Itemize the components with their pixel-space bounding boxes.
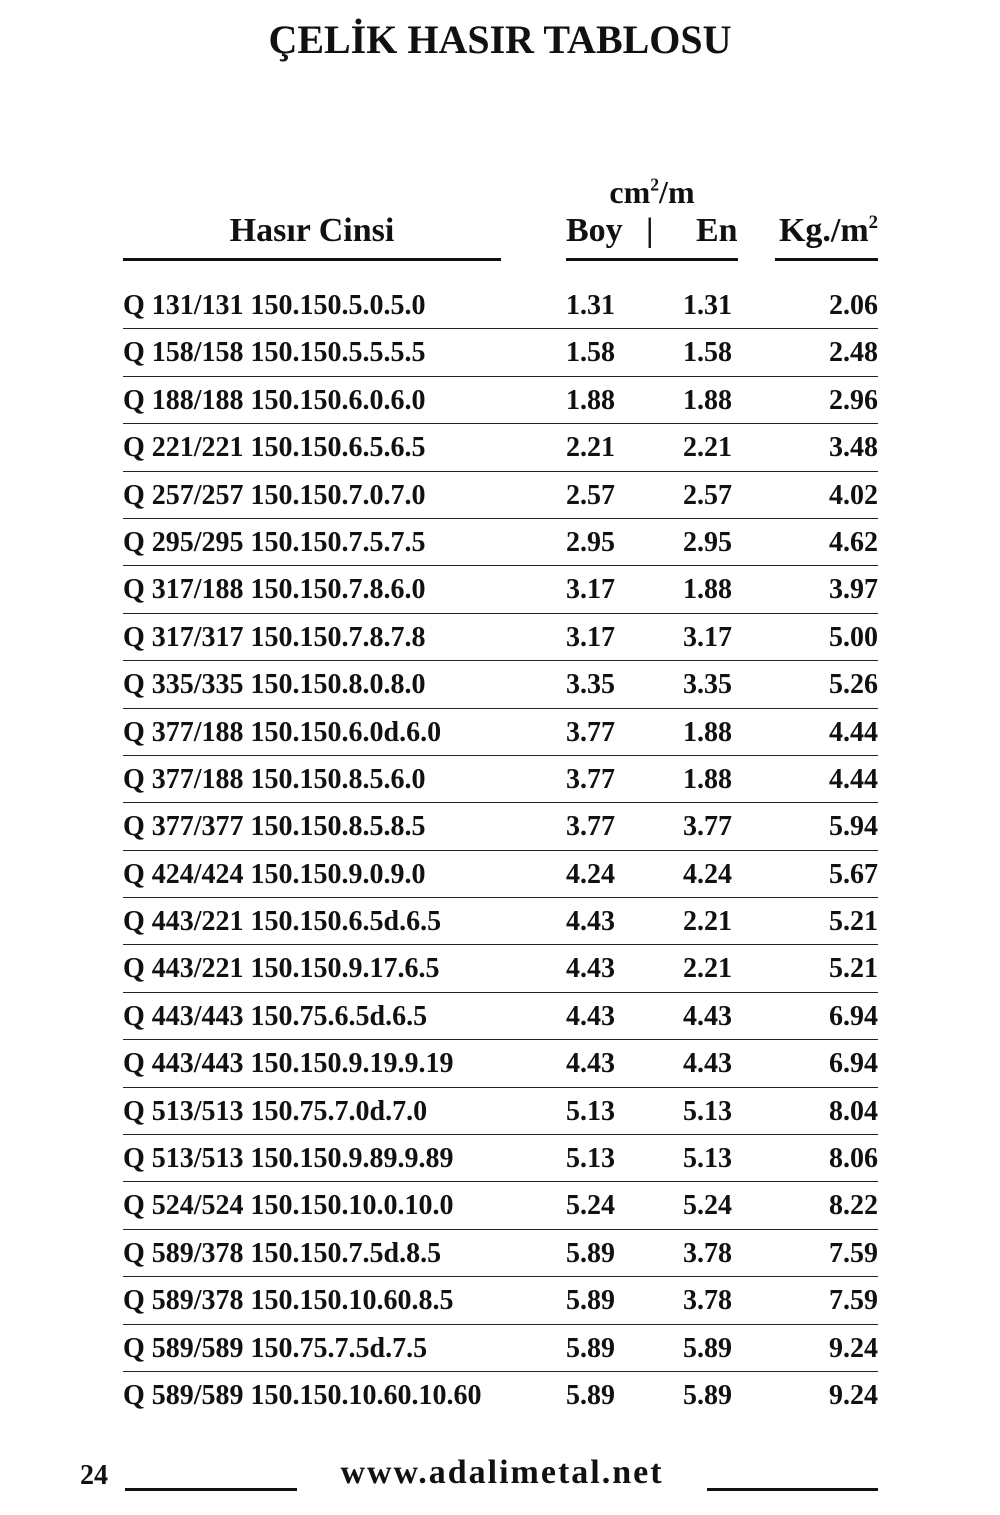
table-row [123, 377, 878, 424]
boy-value-cell: 4.24 [566, 858, 615, 890]
mesh-type-cell: Q 443/221 150.150.9.17.6.5 [123, 953, 440, 985]
mesh-type-cell: Q 257/257 150.150.7.0.7.0 [123, 479, 426, 511]
table-row [123, 472, 878, 519]
kg-value-cell: 4.44 [829, 716, 878, 748]
unit-base: cm [609, 174, 651, 210]
kg-value-cell: 5.21 [829, 906, 878, 938]
en-value-cell: 3.17 [683, 621, 732, 653]
mesh-type-cell: Q 221/221 150.150.6.5.6.5 [123, 432, 426, 464]
boy-value-cell: 3.77 [566, 763, 615, 795]
mesh-type-cell: Q 424/424 150.150.9.0.9.0 [123, 858, 426, 890]
en-value-cell: 2.21 [683, 953, 732, 985]
header-underline-name [123, 258, 501, 261]
en-value-cell: 1.58 [683, 337, 732, 369]
kg-value-cell: 5.21 [829, 953, 878, 985]
en-value-cell: 5.13 [683, 1143, 732, 1175]
kg-value-cell: 3.48 [829, 432, 878, 464]
boy-value-cell: 3.35 [566, 669, 615, 701]
mesh-type-cell: Q 335/335 150.150.8.0.8.0 [123, 669, 426, 701]
boy-value-cell: 4.43 [566, 906, 615, 938]
boy-value-cell: 3.77 [566, 811, 615, 843]
kg-value-cell: 5.00 [829, 621, 878, 653]
en-value-cell: 3.77 [683, 811, 732, 843]
boy-value-cell: 1.31 [566, 290, 615, 321]
en-value-cell: 4.24 [683, 858, 732, 890]
mesh-type-cell: Q 131/131 150.150.5.0.5.0 [123, 290, 426, 321]
en-value-cell: 5.89 [683, 1379, 732, 1411]
column-header-kg [775, 212, 878, 250]
mesh-type-cell: Q 317/317 150.150.7.8.7.8 [123, 621, 426, 653]
unit-tail: /m [659, 174, 695, 210]
website-link[interactable]: www.adalimetal.net [340, 1454, 664, 1491]
footer-rule-right [707, 1488, 878, 1491]
boy-value-cell: 2.95 [566, 526, 615, 558]
boy-value-cell: 4.43 [566, 953, 615, 985]
mesh-type-cell: Q 513/513 150.150.9.89.9.89 [123, 1143, 454, 1175]
table-row [123, 1182, 878, 1229]
table-row [123, 851, 878, 898]
column-header-separator: | [646, 212, 654, 249]
en-value-cell: 2.95 [683, 526, 732, 558]
unit-superscript: 2 [650, 174, 660, 195]
boy-value-cell: 3.17 [566, 574, 615, 606]
header-underline-kg [775, 258, 878, 261]
en-value-cell: 3.35 [683, 669, 732, 701]
kg-value-cell: 5.67 [829, 858, 878, 890]
mesh-table [123, 282, 878, 1419]
mesh-type-cell: Q 377/188 150.150.8.5.6.0 [123, 763, 426, 795]
kg-value-cell: 8.04 [829, 1095, 878, 1127]
mesh-type-cell: Q 589/378 150.150.10.60.8.5 [123, 1285, 454, 1317]
en-value-cell: 4.43 [683, 1048, 732, 1080]
page-number: 24 [80, 1460, 108, 1491]
column-header-name: Hasır Cinsi [229, 212, 395, 249]
mesh-type-cell: Q 377/377 150.150.8.5.8.5 [123, 811, 426, 843]
boy-value-cell: 5.13 [566, 1143, 615, 1175]
en-value-cell: 1.88 [683, 574, 732, 606]
table-row [123, 1372, 878, 1419]
kg-value-cell: 3.97 [829, 574, 878, 606]
boy-value-cell: 1.88 [566, 384, 615, 416]
mesh-type-cell: Q 317/188 150.150.7.8.6.0 [123, 574, 426, 606]
unit-header [566, 174, 738, 211]
en-value-cell: 3.78 [683, 1285, 732, 1317]
mesh-type-cell: Q 295/295 150.150.7.5.7.5 [123, 526, 426, 558]
boy-value-cell: 3.17 [566, 621, 615, 653]
footer [0, 1450, 1000, 1500]
mesh-type-cell: Q 158/158 150.150.5.5.5.5 [123, 337, 426, 369]
kg-value-cell: 7.59 [829, 1237, 878, 1269]
mesh-type-cell: Q 589/589 150.75.7.5d.7.5 [123, 1332, 428, 1364]
column-header-en: En [696, 212, 738, 249]
en-value-cell: 4.43 [683, 1000, 732, 1032]
kg-value-cell: 8.06 [829, 1143, 878, 1175]
mesh-type-cell: Q 188/188 150.150.6.0.6.0 [123, 384, 426, 416]
table-row [123, 898, 878, 945]
boy-value-cell: 4.43 [566, 1048, 615, 1080]
boy-value-cell: 5.89 [566, 1237, 615, 1269]
table-row [123, 945, 878, 992]
header-underline-cm [566, 258, 738, 261]
kg-value-cell: 6.94 [829, 1000, 878, 1032]
kg-value-cell: 2.96 [829, 384, 878, 416]
table-row [123, 1230, 878, 1277]
mesh-type-cell: Q 589/589 150.150.10.60.10.60 [123, 1379, 482, 1411]
en-value-cell: 2.57 [683, 479, 732, 511]
boy-value-cell: 2.21 [566, 432, 615, 464]
kg-superscript: 2 [868, 211, 878, 233]
en-value-cell: 1.31 [683, 290, 732, 321]
en-value-cell: 5.13 [683, 1095, 732, 1127]
boy-value-cell: 5.89 [566, 1332, 615, 1364]
boy-value-cell: 2.57 [566, 479, 615, 511]
table-row [123, 1040, 878, 1087]
mesh-type-cell: Q 443/443 150.75.6.5d.6.5 [123, 1000, 428, 1032]
table-row [123, 803, 878, 850]
en-value-cell: 5.24 [683, 1190, 732, 1222]
table-row [123, 993, 878, 1040]
kg-value-cell: 5.94 [829, 811, 878, 843]
table-row [123, 614, 878, 661]
boy-value-cell: 1.58 [566, 337, 615, 369]
table-row [123, 756, 878, 803]
kg-value-cell: 4.44 [829, 763, 878, 795]
boy-value-cell: 5.89 [566, 1379, 615, 1411]
en-value-cell: 1.88 [683, 384, 732, 416]
boy-value-cell: 4.43 [566, 1000, 615, 1032]
table-row [123, 661, 878, 708]
kg-value-cell: 5.26 [829, 669, 878, 701]
kg-value-cell: 9.24 [829, 1379, 878, 1411]
kg-value-cell: 2.06 [829, 290, 878, 321]
kg-value-cell: 6.94 [829, 1048, 878, 1080]
mesh-type-cell: Q 443/221 150.150.6.5d.6.5 [123, 906, 442, 938]
table-row [123, 566, 878, 613]
mesh-type-cell: Q 443/443 150.150.9.19.9.19 [123, 1048, 454, 1080]
column-header-boy: Boy [566, 212, 623, 249]
table-row [123, 424, 878, 471]
table-row [123, 1325, 878, 1372]
table-row [123, 329, 878, 376]
kg-value-cell: 2.48 [829, 337, 878, 369]
mesh-type-cell: Q 524/524 150.150.10.0.10.0 [123, 1190, 454, 1222]
table-row [123, 282, 878, 329]
kg-value-cell: 9.24 [829, 1332, 878, 1364]
table-row [123, 709, 878, 756]
en-value-cell: 2.21 [683, 432, 732, 464]
boy-value-cell: 5.24 [566, 1190, 615, 1222]
en-value-cell: 5.89 [683, 1332, 732, 1364]
boy-value-cell: 5.13 [566, 1095, 615, 1127]
en-value-cell: 3.78 [683, 1237, 732, 1269]
table-row [123, 1277, 878, 1324]
table-row [123, 1088, 878, 1135]
kg-value-cell: 4.02 [829, 479, 878, 511]
en-value-cell: 2.21 [683, 906, 732, 938]
page-title: ÇELİK HASIR TABLOSU [268, 17, 732, 62]
boy-value-cell: 5.89 [566, 1285, 615, 1317]
boy-value-cell: 3.77 [566, 716, 615, 748]
table-row [123, 1135, 878, 1182]
kg-value-cell: 8.22 [829, 1190, 878, 1222]
kg-value-cell: 4.62 [829, 526, 878, 558]
mesh-type-cell: Q 513/513 150.75.7.0d.7.0 [123, 1095, 428, 1127]
mesh-type-cell: Q 377/188 150.150.6.0d.6.0 [123, 716, 442, 748]
table-row [123, 519, 878, 566]
mesh-type-cell: Q 589/378 150.150.7.5d.8.5 [123, 1237, 442, 1269]
en-value-cell: 1.88 [683, 763, 732, 795]
en-value-cell: 1.88 [683, 716, 732, 748]
kg-base: Kg./m [778, 212, 869, 249]
footer-rule-left [125, 1488, 297, 1491]
kg-value-cell: 7.59 [829, 1285, 878, 1317]
